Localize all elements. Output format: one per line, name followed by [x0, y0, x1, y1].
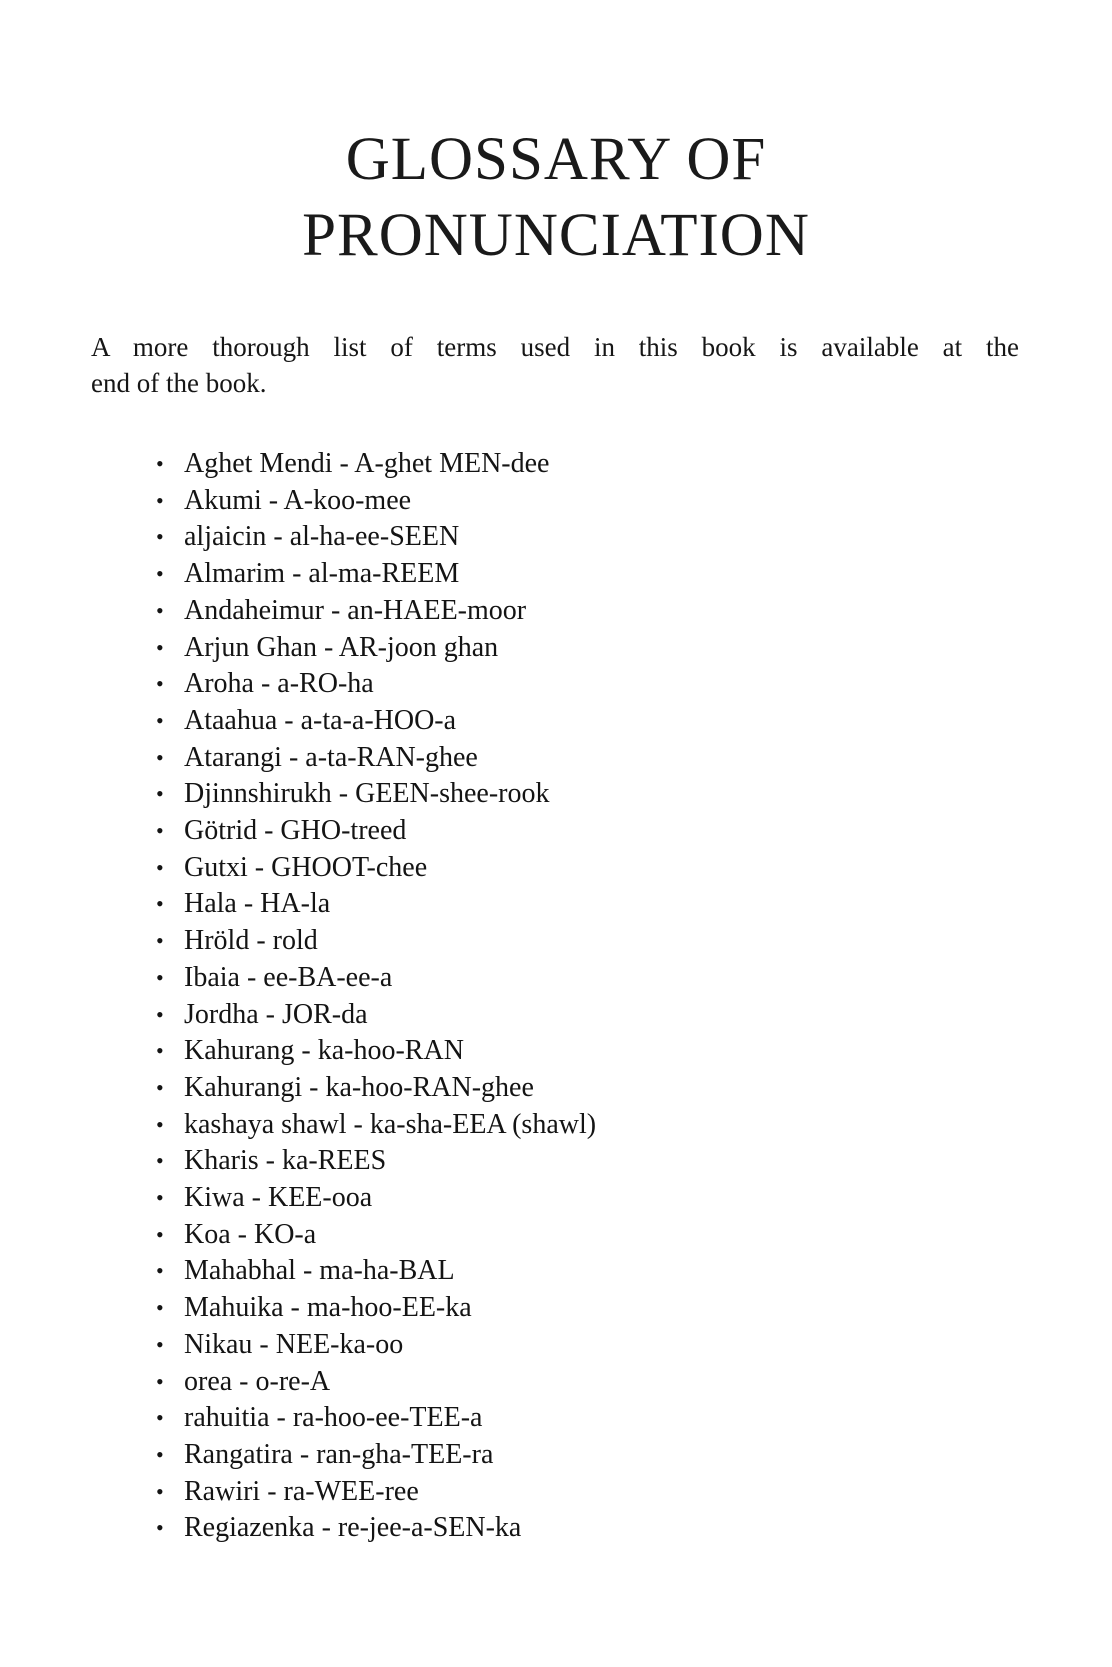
glossary-entry-text: Koa - KO-a — [184, 1218, 317, 1250]
glossary-entry-text: Arjun Ghan - AR-joon ghan — [184, 631, 499, 663]
bullet-icon: • — [156, 1441, 164, 1467]
glossary-entry-text: Gutxi - GHOOT-chee — [184, 851, 428, 883]
glossary-entry — [154, 740, 596, 777]
glossary-entry — [154, 1474, 596, 1511]
glossary-entry — [154, 960, 596, 997]
glossary-entry — [154, 776, 596, 813]
glossary-entry-text: Atarangi - a-ta-RAN-ghee — [184, 741, 478, 773]
glossary-entry-text: Almarim - al-ma-REEM — [184, 558, 460, 590]
intro-paragraph — [91, 329, 1019, 401]
glossary-entry-text: Ataahua - a-ta-a-HOO-a — [184, 704, 457, 736]
bullet-icon: • — [156, 964, 164, 990]
glossary-entry-text: Götrid - GHO-treed — [184, 815, 407, 847]
glossary-entry — [154, 1217, 596, 1254]
glossary-entry-text: Ibaia - ee-BA-ee-a — [184, 961, 393, 993]
bullet-icon: • — [156, 451, 164, 476]
glossary-entry — [154, 923, 596, 960]
glossary-entry-text: Djinnshirukh - GEEN-shee-rook — [184, 778, 550, 810]
glossary-entry — [154, 593, 596, 630]
bullet-icon: • — [156, 1038, 164, 1064]
page-title — [0, 122, 1112, 274]
glossary-entry — [154, 556, 596, 593]
bullet-icon: • — [156, 487, 164, 513]
bullet-icon: • — [156, 1258, 164, 1284]
glossary-entry — [154, 1180, 596, 1217]
bullet-icon: • — [156, 1368, 164, 1394]
glossary-entry-text: Kharis - ka-REES — [184, 1145, 387, 1177]
glossary-entry-text: Kiwa - KEE-ooa — [184, 1182, 373, 1214]
glossary-entry — [154, 1107, 596, 1144]
glossary-entry-text: Rangatira - ran-gha-TEE-ra — [184, 1438, 494, 1470]
glossary-entry — [154, 1253, 596, 1290]
glossary-entry-text: orea - o-re-A — [184, 1365, 331, 1397]
bullet-icon: • — [156, 891, 164, 917]
intro-line-1: A more thorough list of terms used in this book is available at the — [91, 332, 1019, 362]
glossary-entry-text: kashaya shawl - ka-sha-EEA (shawl) — [184, 1108, 597, 1140]
glossary-entry-text: rahuitia - ra-hoo-ee-TEE-a — [184, 1402, 483, 1434]
glossary-entry-text: Aghet Mendi - A-ghet MEN-dee — [184, 448, 550, 479]
bullet-icon: • — [156, 818, 164, 844]
glossary-entry — [154, 519, 596, 556]
bullet-icon: • — [156, 744, 164, 770]
bullet-icon: • — [156, 1478, 164, 1504]
glossary-entry — [154, 1400, 596, 1437]
bullet-icon: • — [156, 634, 164, 660]
glossary-entry-text: aljaicin - al-ha-ee-SEEN — [184, 521, 460, 553]
page-title-line-1: GLOSSARY OF — [345, 126, 767, 193]
glossary-entry-text: Rawiri - ra-WEE-ree — [184, 1475, 419, 1507]
bullet-icon: • — [156, 1221, 164, 1247]
glossary-entry-text: Regiazenka - re-jee-a-SEN-ka — [184, 1512, 522, 1544]
bullet-icon: • — [156, 1111, 164, 1137]
glossary-entry — [154, 886, 596, 923]
glossary-entry — [154, 997, 596, 1034]
page-title-line-2: PRONUNCIATION — [302, 202, 810, 269]
glossary-entry-text: Aroha - a-RO-ha — [184, 668, 374, 700]
glossary-entry-text: Hala - HA-la — [184, 888, 331, 920]
bullet-icon: • — [156, 707, 164, 733]
bullet-icon: • — [156, 1001, 164, 1027]
glossary-entry — [154, 813, 596, 850]
glossary-entry-text: Nikau - NEE-ka-oo — [184, 1328, 404, 1360]
bullet-icon: • — [156, 561, 164, 587]
bullet-icon: • — [156, 781, 164, 807]
bullet-icon: • — [156, 1074, 164, 1100]
bullet-icon: • — [156, 1331, 164, 1357]
glossary-entry-text: Hröld - rold — [184, 925, 318, 957]
glossary-entry — [154, 666, 596, 703]
intro-line-2: end of the book. — [91, 368, 267, 398]
glossary-entry — [154, 1510, 596, 1547]
glossary-entry — [154, 850, 596, 887]
bullet-icon: • — [156, 1405, 164, 1431]
glossary-entry-text: Mahabhal - ma-ha-BAL — [184, 1255, 455, 1287]
glossary-entry-text: Andaheimur - an-HAEE-moor — [184, 594, 527, 626]
glossary-entry — [154, 1437, 596, 1474]
glossary-entry — [154, 1290, 596, 1327]
glossary-entry-text: Akumi - A-koo-mee — [184, 484, 412, 516]
glossary-entry-text: Mahuika - ma-hoo-EE-ka — [184, 1292, 472, 1324]
glossary-entry — [154, 1327, 596, 1364]
glossary-entry — [154, 446, 596, 483]
glossary-list — [154, 446, 596, 1547]
glossary-entry-text: Kahurang - ka-hoo-RAN — [184, 1035, 464, 1067]
bullet-icon: • — [156, 928, 164, 954]
bullet-icon: • — [156, 597, 164, 623]
glossary-entry — [154, 1070, 596, 1107]
glossary-entry — [154, 1033, 596, 1070]
bullet-icon: • — [156, 1515, 164, 1541]
bullet-icon: • — [156, 1185, 164, 1211]
glossary-entry — [154, 1364, 596, 1401]
glossary-entry — [154, 483, 596, 520]
glossary-entry-text: Jordha - JOR-da — [184, 998, 368, 1030]
bullet-icon: • — [156, 671, 164, 697]
glossary-entry — [154, 703, 596, 740]
bullet-icon: • — [156, 854, 164, 880]
glossary-entry-text: Kahurangi - ka-hoo-RAN-ghee — [184, 1071, 534, 1103]
glossary-entry — [154, 630, 596, 667]
bullet-icon: • — [156, 524, 164, 550]
bullet-icon: • — [156, 1148, 164, 1174]
bullet-icon: • — [156, 1295, 164, 1321]
glossary-entry — [154, 1143, 596, 1180]
